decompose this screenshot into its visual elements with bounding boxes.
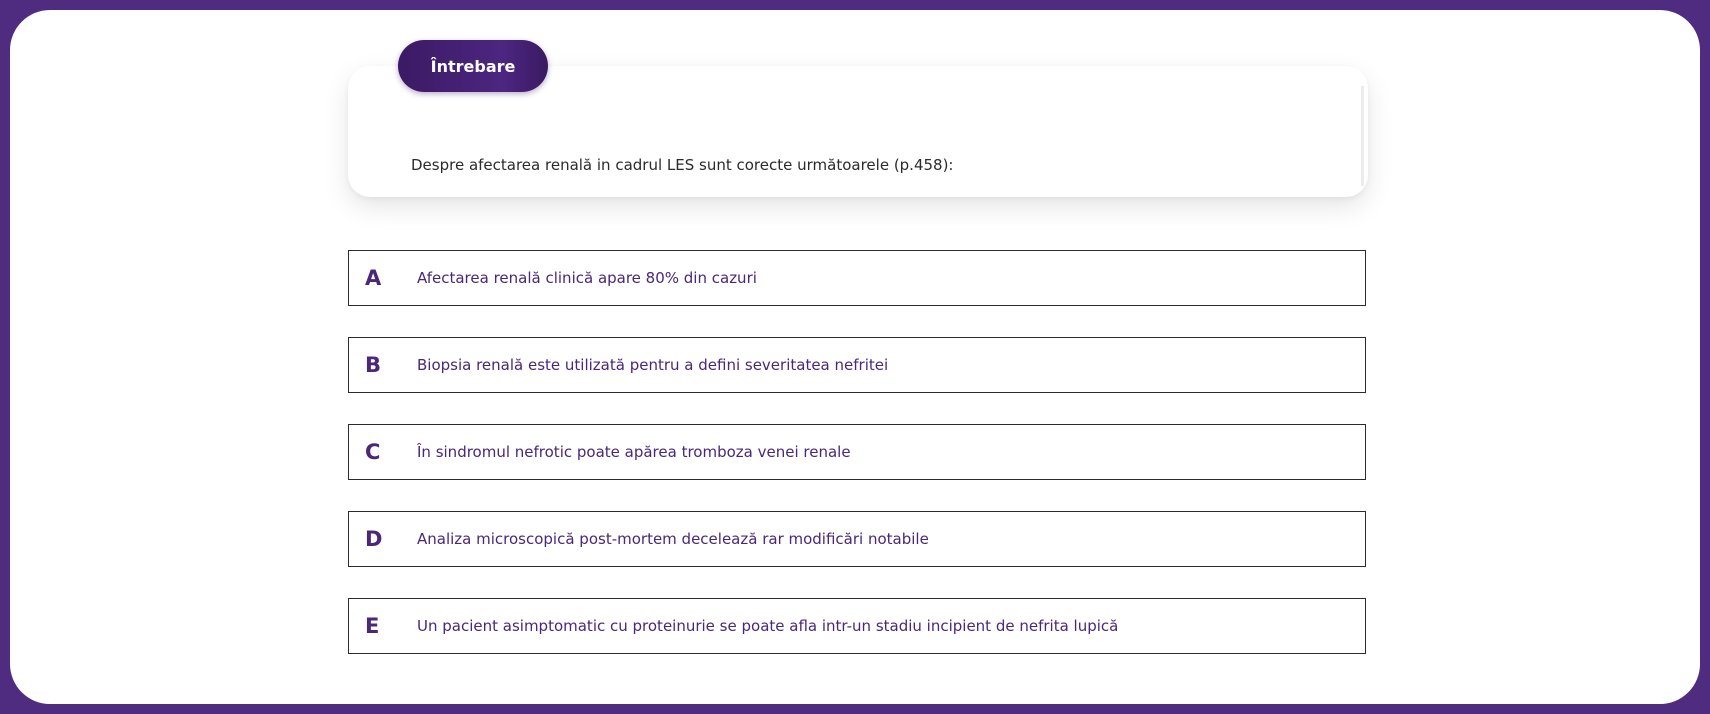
answer-option-e[interactable] [348, 598, 1366, 654]
option-text: Analiza microscopică post-mortem decelează rar modificări notabile [417, 530, 929, 548]
answer-option-d[interactable] [348, 511, 1366, 567]
option-text: Biopsia renală este utilizată pentru a defini severitatea nefritei [417, 356, 889, 374]
question-badge: Întrebare [398, 40, 548, 92]
card-edge-divider [1361, 86, 1364, 186]
option-letter: E [365, 614, 380, 638]
question-text: Despre afectarea renală in cadrul LES sunt corecte următoarele (p.458): [411, 156, 954, 174]
answer-option-c[interactable] [348, 424, 1366, 480]
option-letter: A [365, 266, 382, 290]
screenshot-frame [10, 10, 1700, 704]
option-text: Afectarea renală clinică apare 80% din cazuri [417, 269, 757, 287]
option-text: Un pacient asimptomatic cu proteinurie se poate afla intr-un stadiu incipient de nefrita lupică [417, 617, 1119, 635]
option-letter: C [365, 440, 381, 464]
option-letter: D [365, 527, 383, 551]
option-letter: B [365, 353, 382, 377]
answer-option-a[interactable] [348, 250, 1366, 306]
quiz-panel [335, 30, 1385, 704]
answer-option-b[interactable] [348, 337, 1366, 393]
option-text: În sindromul nefrotic poate apărea tromboza venei renale [417, 443, 851, 461]
